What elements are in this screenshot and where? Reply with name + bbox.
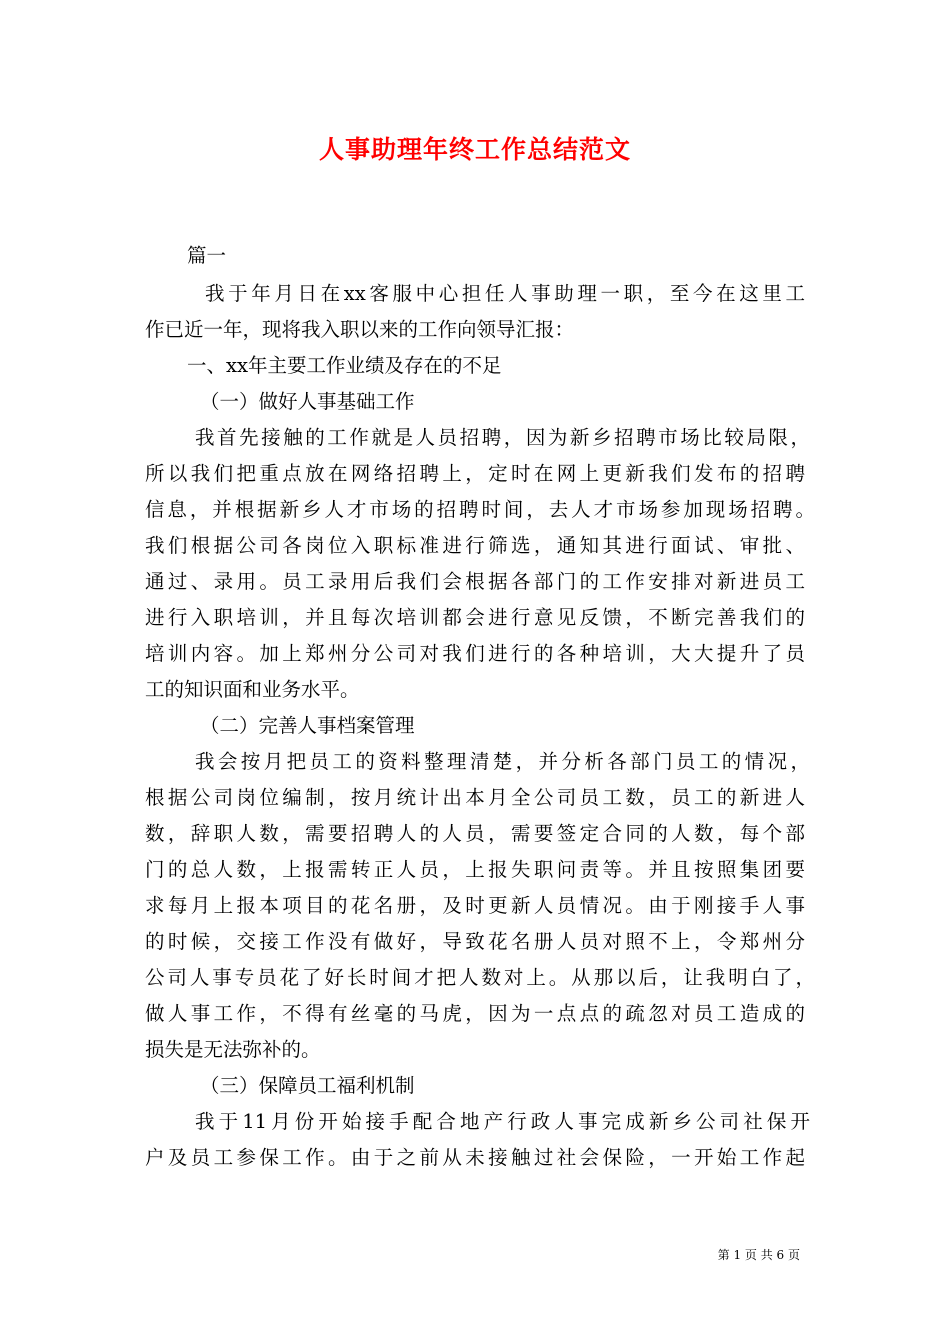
paragraph-line: 工的知识面和业务水平。 <box>145 678 360 701</box>
paragraph-line: 所以我们把重点放在网络招聘上，定时在网上更新我们发布的招聘 <box>145 462 805 485</box>
paragraph-line: 的时候，交接工作没有做好，导致花名册人员对照不上，令郑州分 <box>145 930 805 953</box>
document-title: 人事助理年终工作总结范文 <box>318 135 631 164</box>
paragraph-line: 数，辞职人数，需要招聘人的人员，需要签定合同的人数，每个部 <box>145 822 805 845</box>
paragraph-line: 作已近一年，现将我入职以来的工作向领导汇报： <box>145 318 575 341</box>
paragraph-line: 我会按月把员工的资料整理清楚，并分析各部门员工的情况， <box>195 750 810 773</box>
paragraph-line: 户及员工参保工作。由于之前从未接触过社会保险，一开始工作起 <box>145 1146 805 1169</box>
paragraph-line: 门的总人数，上报需转正人员，上报失职问责等。并且按照集团要 <box>145 858 805 881</box>
heading-line: 一、xx年主要工作业绩及存在的不足 <box>187 354 502 377</box>
paragraph-line: 根据公司岗位编制，按月统计出本月全公司员工数，员工的新进人 <box>145 786 805 809</box>
subheading-line: （二）完善人事档案管理 <box>200 714 415 737</box>
paragraph-line: 做人事工作，不得有丝毫的马虎，因为一点点的疏忽对员工造成的 <box>145 1002 805 1025</box>
paragraph-line: 我于11月份开始接手配合地产行政人事完成新乡公司社保开 <box>195 1110 810 1133</box>
paragraph-line: 我首先接触的工作就是人员招聘，因为新乡招聘市场比较局限， <box>195 426 810 449</box>
paragraph-line: 我们根据公司各岗位入职标准进行筛选，通知其进行面试、审批、 <box>145 534 805 557</box>
section-label: 篇一 <box>187 244 227 267</box>
page-number: 第 1 页 共 6 页 <box>717 1248 800 1262</box>
subheading-line: （一）做好人事基础工作 <box>200 390 415 413</box>
subheading-line: （三）保障员工福利机制 <box>200 1074 415 1097</box>
paragraph-line: 进行入职培训，并且每次培训都会进行意见反馈，不断完善我们的 <box>145 606 805 629</box>
paragraph-line: 信息，并根据新乡人才市场的招聘时间，去人才市场参加现场招聘。 <box>145 498 815 521</box>
paragraph-line: 求每月上报本项目的花名册，及时更新人员情况。由于刚接手人事 <box>145 894 805 917</box>
paragraph-line: 培训内容。加上郑州分公司对我们进行的各种培训，大大提升了员 <box>145 642 805 665</box>
paragraph-line: 我于年月日在xx客服中心担任人事助理一职，至今在这里工 <box>205 282 805 305</box>
paragraph-line: 损失是无法弥补的。 <box>145 1038 321 1061</box>
paragraph-line: 通过、录用。员工录用后我们会根据各部门的工作安排对新进员工 <box>145 570 805 593</box>
paragraph-line: 公司人事专员花了好长时间才把人数对上。从那以后，让我明白了， <box>145 966 815 989</box>
